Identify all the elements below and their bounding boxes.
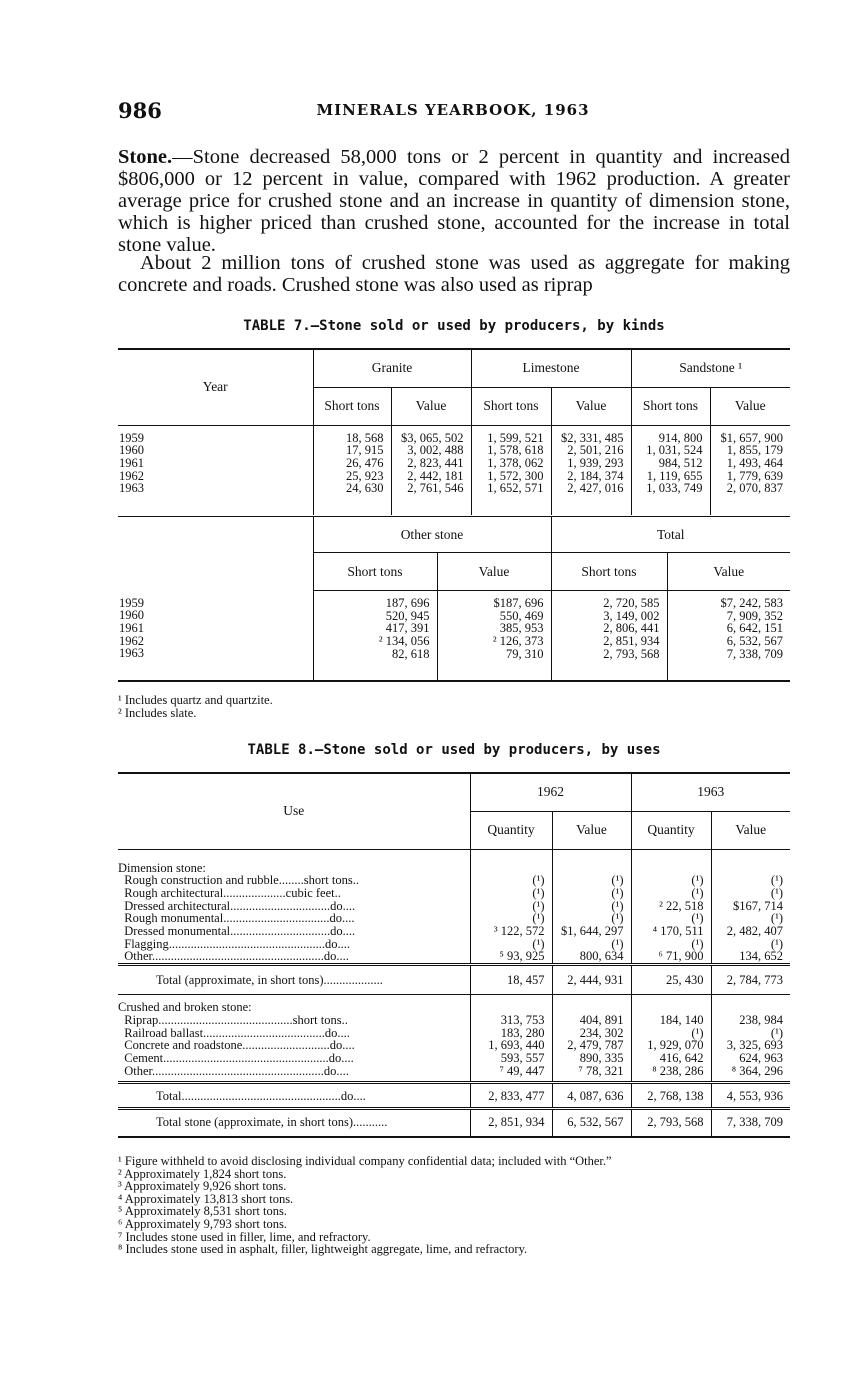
dim-value-1963: (¹) (¹) $167, 714 (¹) 2, 482, 407 (¹) 134, 652: [711, 849, 790, 965]
years: 1959 1960 1961 1962 1963: [119, 595, 144, 661]
col-short-tons: Short tons: [471, 387, 551, 425]
table8-caption: TABLE 8.—Stone sold or used by producers, by uses: [247, 742, 661, 758]
table8: [118, 772, 790, 1138]
granite-value: $3, 065, 502 3, 002, 488 2, 823, 441 2, 442, 181 2, 761, 546: [391, 425, 471, 515]
other-value: $187, 696 550, 469 385, 953 ² 126, 373 79, 310: [437, 591, 551, 681]
col-value: Value: [391, 387, 471, 425]
cr-value-1962: 404, 891 234, 302 2, 479, 787 890, 335 ⁷ 78, 321: [552, 995, 631, 1083]
col-value: Value: [667, 553, 790, 591]
paragraph-stone: [118, 146, 790, 256]
year-1962-header: 1962: [470, 773, 631, 811]
grand-total-q62: 2, 851, 934: [470, 1109, 552, 1137]
crushed-total-label: Total...................................................do....: [118, 1083, 470, 1109]
col-quantity: Quantity: [470, 811, 552, 849]
granite-tons: 18, 568 17, 915 26, 476 25, 923 24, 630: [313, 425, 391, 515]
cr-value-1963: 238, 984 (¹) 3, 325, 693 624, 963 ⁸ 364, 296: [711, 995, 790, 1083]
cr-quantity-1963: 184, 140 (¹) 1, 929, 070 416, 642 ⁸ 238, 286: [631, 995, 711, 1083]
table8-footnotes: [118, 1155, 612, 1256]
year-1963-header: 1963: [631, 773, 790, 811]
dimension-stone-labels: Dimension stone: Rough construction and rubble........short tons.. Rough architectural....................cubic feet.. Dressed architectural................................do.... Rough monumental..................................do.... Dressed monumental................................do.... Flagging..................................................do.... Other.......................................................do....: [118, 860, 359, 964]
paragraph-text: —Stone decreased 58,000 tons or 2 percent in quantity and increased $806,000 or 12 percent in value, compared with 1962 production. A greater average price for crushed stone and an increase in quantity of dimension stone, which is higher priced than crushed stone, accounted for the increase in total stone value.: [118, 146, 790, 256]
col-value: Value: [711, 811, 790, 849]
dim-quantity-1963: (¹) (¹) ² 22, 518 (¹) ⁴ 170, 511 (¹) ⁶ 71, 900: [631, 849, 711, 965]
limestone-header: Limestone: [471, 349, 631, 387]
col-value: Value: [710, 387, 790, 425]
years-cell: [118, 425, 313, 515]
table7-footnotes: [118, 694, 273, 719]
col-short-tons: Short tons: [551, 553, 667, 591]
limestone-value: $2, 331, 485 2, 501, 216 1, 939, 293 2, 184, 374 2, 427, 016: [551, 425, 631, 515]
dim-value-1962: (¹) (¹) (¹) (¹) $1, 644, 297 (¹) 800, 634: [552, 849, 631, 965]
footnote: ¹ Includes quartz and quartzite.: [118, 693, 273, 707]
granite-header: Granite: [313, 349, 471, 387]
col-value: Value: [437, 553, 551, 591]
grand-total-label: Total stone (approximate, in short tons)...........: [118, 1109, 470, 1137]
footnote: ⁶ Approximately 9,793 short tons.: [118, 1216, 287, 1231]
total-tons: 2, 720, 585 3, 149, 002 2, 806, 441 2, 851, 934 2, 793, 568: [551, 591, 667, 681]
dim-total-v63: 2, 784, 773: [711, 965, 790, 995]
col-quantity: Quantity: [631, 811, 711, 849]
table7-caption: TABLE 7.—Stone sold or used by producers, by kinds: [243, 318, 665, 334]
footnote: ⁵ Approximately 8,531 short tons.: [118, 1204, 287, 1219]
footnote: ⁷ Includes stone used in filler, lime, and refractory.: [118, 1229, 371, 1244]
dimension-total-label: Total (approximate, in short tons)...................: [118, 965, 470, 995]
sandstone-header: Sandstone ¹: [631, 349, 790, 387]
sandstone-tons: 914, 800 1, 031, 524 984, 512 1, 119, 655 1, 033, 749: [631, 425, 710, 515]
col-short-tons: Short tons: [631, 387, 710, 425]
limestone-tons: 1, 599, 521 1, 578, 618 1, 378, 062 1, 572, 300 1, 652, 571: [471, 425, 551, 515]
year-header: Year: [118, 349, 313, 425]
footnote: ² Includes slate.: [118, 705, 197, 720]
total-value: $7, 242, 583 7, 909, 352 6, 642, 151 6, 532, 567 7, 338, 709: [667, 591, 790, 681]
grand-total-v63: 7, 338, 709: [711, 1109, 790, 1137]
paragraph-crushed: About 2 million tons of crushed stone was used as aggregate for making concrete and roads. Crushed stone was also used as riprap: [118, 252, 790, 296]
years: 1959 1960 1961 1962 1963: [119, 430, 144, 496]
col-short-tons: Short tons: [313, 553, 437, 591]
dim-total-q62: 18, 457: [470, 965, 552, 995]
footnote: ⁸ Includes stone used in asphalt, filler, lightweight aggregate, lime, and refractory.: [118, 1242, 528, 1257]
cr-total-q63: 2, 768, 138: [631, 1083, 711, 1109]
table7-part1: [118, 348, 790, 515]
page-header: [118, 98, 788, 124]
cr-quantity-1962: 313, 753 183, 280 1, 693, 440 593, 557 ⁷ 49, 447: [470, 995, 552, 1083]
cr-total-v63: 4, 553, 936: [711, 1083, 790, 1109]
dim-total-q63: 25, 430: [631, 965, 711, 995]
cr-total-v62: 4, 087, 636: [552, 1083, 631, 1109]
footnote: ² Approximately 1,824 short tons.: [118, 1166, 287, 1181]
other-tons: 187, 696 520, 945 417, 391 ² 134, 056 82, 618: [313, 591, 437, 681]
col-value: Value: [552, 811, 631, 849]
use-header: Use: [118, 773, 470, 849]
cr-total-q62: 2, 833, 477: [470, 1083, 552, 1109]
col-short-tons: Short tons: [313, 387, 391, 425]
dim-quantity-1962: (¹) (¹) (¹) (¹) ³ 122, 572 (¹) ⁵ 93, 925: [470, 849, 552, 965]
grand-total-v62: 6, 532, 567: [552, 1109, 631, 1137]
crushed-stone-labels: Crushed and broken stone: Riprap...........................................short tons.. Railroad ballast.......................................do.... Concrete and roadstone............................do.... Cement.....................................................do.... Other.......................................................do....: [118, 995, 470, 1083]
dim-total-v62: 2, 444, 931: [552, 965, 631, 995]
table7-part2: [118, 516, 790, 682]
col-value: Value: [551, 387, 631, 425]
footnote: ³ Approximately 9,926 short tons.: [118, 1179, 287, 1194]
total-header: Total: [551, 517, 790, 553]
grand-total-q63: 2, 793, 568: [631, 1109, 711, 1137]
sandstone-value: $1, 657, 900 1, 855, 179 1, 493, 464 1, 779, 639 2, 070, 837: [710, 425, 790, 515]
paragraph-lead: Stone.: [118, 146, 173, 168]
page-number: 986: [118, 98, 162, 123]
running-head: MINERALS YEARBOOK, 1963: [316, 101, 590, 119]
other-stone-header: Other stone: [313, 517, 551, 553]
footnote: ⁴ Approximately 13,813 short tons.: [118, 1191, 294, 1206]
footnote: ¹ Figure withheld to avoid disclosing individual company confidential data; included with “Other.”: [118, 1154, 612, 1168]
